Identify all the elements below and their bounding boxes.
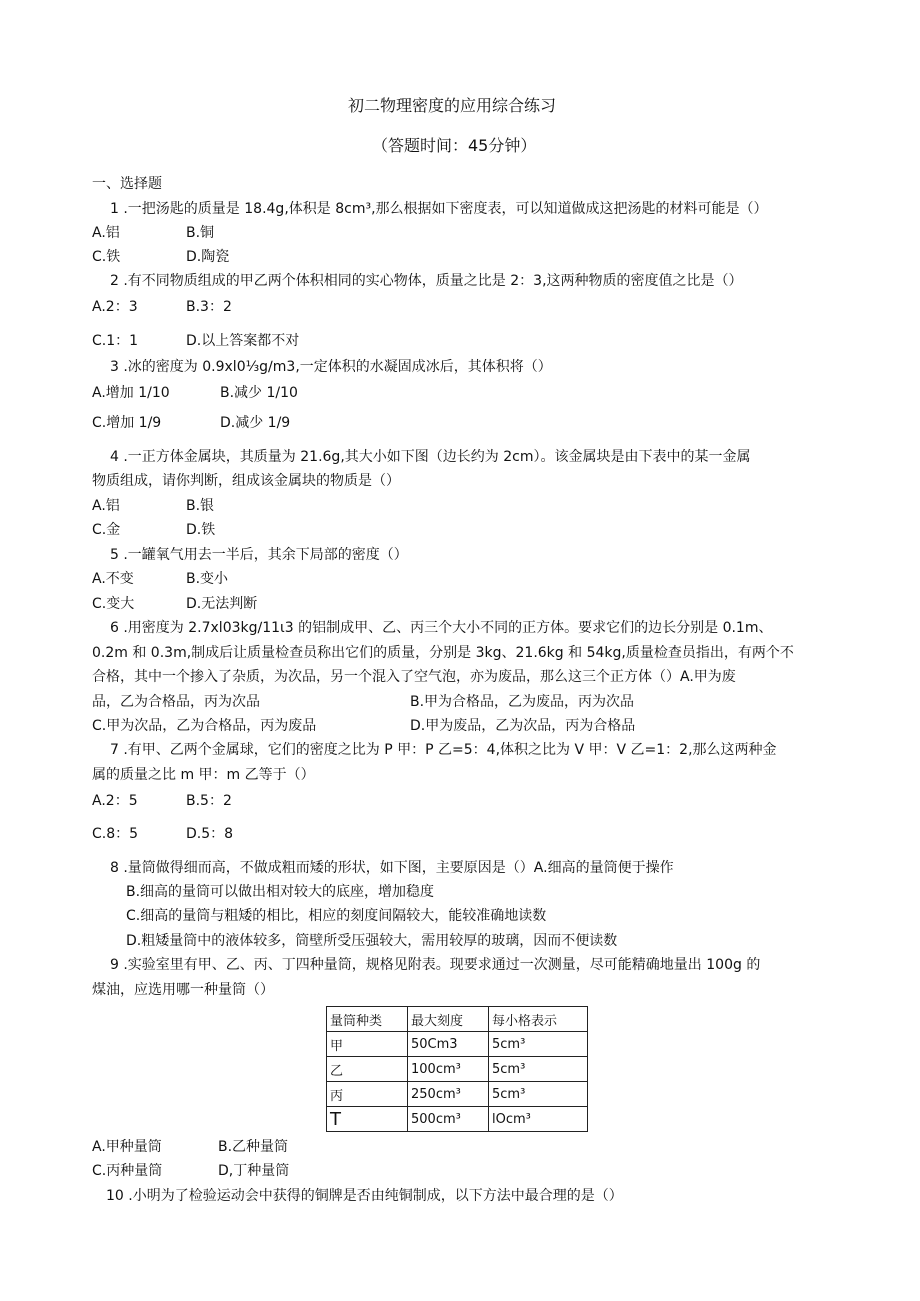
table-cell: 5cm³ [489, 1082, 588, 1107]
table-cell: 5cm³ [489, 1057, 588, 1082]
table-cell: T [327, 1107, 408, 1132]
question-6-stem-line-4: 品，乙为合格品，丙为次品 [92, 694, 260, 710]
table-row [327, 1032, 588, 1057]
question-1-stem: 1 .一把汤匙的质量是 18.4g,体积是 8cm³,那么根据如下密度表，可以知道做成这把汤匙的材料可能是（） [110, 201, 768, 217]
question-9-option-a: A.甲种量筒 [92, 1139, 162, 1155]
question-10-stem: 10 .小明为了检验运动会中获得的铜牌是否由纯铜制成，以下方法中最合理的是（） [106, 1188, 623, 1204]
question-6-option-b: B.甲为合格品，乙为废品，丙为次品 [410, 694, 635, 710]
question-4-stem-line-2: 物质组成，请你判断，组成该金属块的物质是（） [92, 473, 400, 489]
question-6-stem-line-3: 合格，其中一个掺入了杂质，为次品，另一个混入了空气泡，亦为废品，那么这三个正方体（）A.甲为废 [92, 669, 736, 685]
table-header-cell: 最大刻度 [408, 1007, 489, 1032]
question-9-stem-line-1: 9 .实验室里有甲、乙、丙、丁四种量筒，规格见附表。现要求通过一次测量，尽可能精确地量出 100g 的 [110, 957, 761, 973]
section-heading: 一、选择题 [92, 176, 162, 192]
table-cell: 250cm³ [408, 1082, 489, 1107]
cylinder-spec-table [326, 1006, 588, 1132]
question-2-option-a: A.2：3 [92, 299, 138, 315]
table-row [327, 1082, 588, 1107]
question-5-option-a: A.不变 [92, 571, 134, 587]
question-9-option-d: D,丁种量筒 [218, 1163, 290, 1179]
page-title: 初二物理密度的应用综合练习 [348, 96, 557, 115]
question-9-option-c: C.丙种量筒 [92, 1163, 163, 1179]
table-cell: 100cm³ [408, 1057, 489, 1082]
question-3-option-c: C.增加 1/9 [92, 415, 162, 431]
question-4-option-c: C.金 [92, 522, 121, 538]
table-cell: 乙 [327, 1057, 408, 1082]
question-4-option-a: A.铝 [92, 498, 120, 514]
question-7-option-d: D.5：8 [186, 826, 234, 842]
question-7-stem-line-2: 属的质量之比 m 甲：m 乙等于（） [92, 767, 315, 783]
question-4-option-d: D.铁 [186, 522, 216, 538]
question-1-option-c: C.铁 [92, 249, 121, 265]
question-8-option-b: B.细高的量筒可以做出相对较大的底座，增加稳度 [126, 884, 435, 900]
question-3-stem: 3 .冰的密度为 0.9xl0⅓g∕m3,一定体积的水凝固成冰后，其体积将（） [110, 359, 552, 375]
question-2-option-c: C.1：1 [92, 333, 139, 349]
question-5-stem: 5 .一罐氧气用去一半后，其余下局部的密度（） [110, 547, 408, 563]
table-cell: lOcm³ [489, 1107, 588, 1132]
question-7-option-c: C.8：5 [92, 826, 139, 842]
table-cell: 甲 [327, 1032, 408, 1057]
table-row [327, 1057, 588, 1082]
table-header-cell: 量筒种类 [327, 1007, 408, 1032]
question-5-option-d: D.无法判断 [186, 596, 258, 612]
question-7-option-b: B.5：2 [186, 793, 232, 809]
question-2-option-b: B.3：2 [186, 299, 232, 315]
question-1-option-b: B.铜 [186, 225, 215, 241]
question-4-option-b: B.银 [186, 498, 215, 514]
question-7-option-a: A.2：5 [92, 793, 138, 809]
table-cell: 50Cm3 [408, 1032, 489, 1057]
question-7-stem-line-1: 7 .有甲、乙两个金属球，它们的密度之比为 P 甲：P 乙=5：4,体积之比为 V 甲：V 乙=1：2,那么这两种金 [110, 742, 777, 758]
table-header-cell: 每小格表示 [489, 1007, 588, 1032]
question-9-option-b: B.乙种量筒 [218, 1139, 289, 1155]
question-5-option-b: B.变小 [186, 571, 229, 587]
question-6-option-d: D.甲为废品，乙为次品，丙为合格品 [410, 718, 636, 734]
question-6-stem-line-1: 6 .用密度为 2.7xl03kg∕11ι3 的铝制成甲、乙、丙三个大小不同的正方体。要求它们的边长分别是 0.1m、 [110, 620, 773, 636]
question-8-option-c: C.细高的量筒与粗矮的相比，相应的刻度间隔较大，能较准确地读数 [126, 908, 547, 924]
table-cell: 丙 [327, 1082, 408, 1107]
question-3-option-a: A.增加 1/10 [92, 385, 170, 401]
question-3-option-b: B.减少 1/10 [220, 385, 298, 401]
question-2-option-d: D.以上答案都不对 [186, 333, 300, 349]
question-5-option-c: C.变大 [92, 596, 135, 612]
question-3-option-d: D.减少 1/9 [220, 415, 291, 431]
question-1-option-d: D.陶瓷 [186, 249, 230, 265]
table-cell: 500cm³ [408, 1107, 489, 1132]
question-6-option-c: C.甲为次品，乙为合格品，丙为废品 [92, 718, 317, 734]
question-8-stem: 8 .量筒做得细而高，不做成粗而矮的形状，如下图，主要原因是（）A.细高的量筒便于操作 [110, 860, 674, 876]
question-4-stem-line-1: 4 .一正方体金属块，其质量为 21.6g,其大小如下图（边长约为 2cm）。该金属块是由下表中的某一金属 [110, 449, 751, 465]
table-row [327, 1107, 588, 1132]
question-8-option-d: D.粗矮量筒中的液体较多，筒壁所受压强较大，需用较厚的玻璃，因而不便读数 [126, 933, 618, 949]
page-subtitle: （答题时间：45分钟） [372, 136, 537, 155]
table-cell: 5cm³ [489, 1032, 588, 1057]
question-9-stem-line-2: 煤油，应选用哪一种量筒（） [92, 982, 274, 998]
question-6-stem-line-2: 0.2m 和 0.3m,制成后让质量检查员称出它们的质量，分别是 3kg、21.6kg 和 54kg,质量检查员指出，有两个不 [92, 645, 794, 661]
question-2-stem: 2 .有不同物质组成的甲乙两个体积相同的实心物体，质量之比是 2：3,这两种物质的密度值之比是（） [110, 273, 743, 289]
question-1-option-a: A.铝 [92, 225, 120, 241]
table-header-row [327, 1007, 588, 1032]
